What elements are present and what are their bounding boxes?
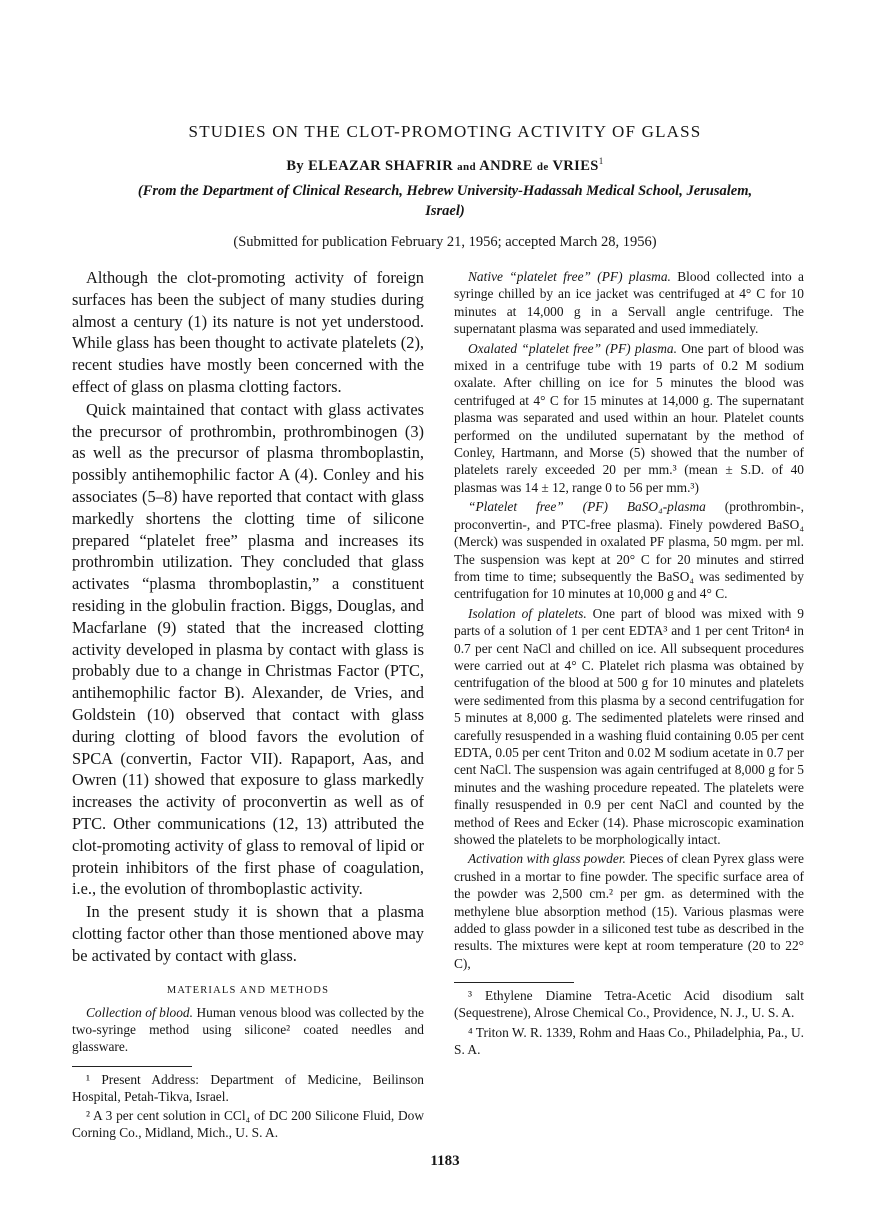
paragraph-body: Blood collected into a syringe chilled by an ice jacket was centrifuged at 4° C for 10 minutes at 14,000 g in a Servall angle centrifuge. The supernatant plasma was separated and used immediately.: [454, 269, 804, 337]
author-byline: [0, 156, 890, 175]
intro-paragraph: Although the clot-promoting activity of foreign surfaces has been the subject of many studies during almost a century (1) its nature is not yet understood. While glass has been thought to activate platelets (2), recent studies have mostly been concerned with the effect of glass on plasma clotting factors.: [72, 268, 424, 396]
method-paragraph-collection: [72, 1004, 424, 1056]
method-paragraph-isolation: [454, 605, 804, 849]
method-paragraph-baso4-pf: [454, 498, 804, 602]
author-shafrir: ELEAZAR SHAFRIR: [308, 157, 454, 174]
paragraph-lead: Activation with glass powder.: [468, 851, 626, 867]
introduction: [72, 267, 424, 967]
footnotes-right: [454, 987, 804, 1058]
materials-left: [72, 1004, 424, 1056]
byline-by: By: [286, 157, 305, 174]
author-particle-de: de: [536, 160, 549, 173]
materials-right: [454, 268, 804, 972]
author-family-vries: VRIES: [552, 157, 599, 174]
author-footnote-mark: 1: [598, 156, 604, 166]
left-column: [72, 267, 424, 1142]
footnote-divider: [454, 982, 574, 983]
footnote: ³ Ethylene Diamine Tetra-Acetic Acid disodium salt (Sequestrene), Alrose Chemical Co., Providence, N. J., U. S. A.: [454, 988, 804, 1021]
paragraph-lead: “Platelet free” (PF) BaSO₄-plasma: [468, 499, 706, 515]
method-paragraph-native-pf: [454, 268, 804, 338]
footnote: ⁴ Triton W. R. 1339, Rohm and Haas Co., Philadelphia, Pa., U. S. A.: [454, 1024, 804, 1057]
method-paragraph-oxalated-pf: [454, 340, 804, 497]
intro-paragraph: In the present study it is shown that a plasma clotting factor other than those mentioned above may be activated by contact with glass.: [72, 902, 424, 965]
affiliation: (From the Department of Clinical Research, Hebrew University-Hadassah Medical School, Jerusalem, Israel): [137, 183, 753, 219]
method-paragraph-activation: [454, 850, 804, 972]
paragraph-lead: Oxalated “platelet free” (PF) plasma.: [468, 340, 677, 356]
footnote: ² A 3 per cent solution in CCl₄ of DC 200 Silicone Fluid, Dow Corning Co., Midland, Mich., U. S. A.: [72, 1108, 424, 1141]
byline-and: and: [457, 160, 477, 173]
intro-paragraph: Quick maintained that contact with glass activates the precursor of prothrombin, prothrombinogen (3) as well as the precursor of plasma thromboplastin, possibly antihemophilic factor A (4). Conley and his associates (5–8) have reported that contact with glass markedly shortens the clotting time of silicone prepared “platelet free” plasma and increases its prothrombin utilization. They concluded that glass activates “plasma thromboplastin,” a constituent residing in the globulin fraction. Biggs, Douglas, and Macfarlane (9) stated that the increased clotting activity developed in plasma by contact with glass is probably due to a change in Christmas Factor (PTC, antihemophilic factor B). Alexander, de Vries, and Goldstein (10) observed that contact with glass during clotting of blood favors the evolution of SPCA (convertin, Factor VII). Rapaport, Aas, and Owren (11) showed that exposure to glass markedly increases the activity of proconvertin as well as of PTC. Other communications (12, 13) attributed the clot-promoting activity of glass to removal of lipid or protein inhibitors of the first phase of coagulation, i.e., the evolution of thromboplastic activity.: [72, 399, 424, 899]
footnote-divider: [72, 1066, 192, 1067]
paragraph-body: Pieces of clean Pyrex glass were crushed in a mortar to fine powder. The specific surface area of the powder was 2,500 cm.² per gm. as determined with the methylene blue absorption method (15). Various plasmas were added to glass powder in a siliconed test tube as described in the results. The mixtures were kept at room temperature (20 to 22° C),: [454, 851, 805, 971]
right-column: [454, 268, 804, 1058]
footnote: ¹ Present Address: Department of Medicine, Beilinson Hospital, Petah-Tikva, Israel.: [72, 1071, 424, 1104]
paragraph-lead: Isolation of platelets.: [468, 605, 587, 621]
paragraph-lead: Collection of blood.: [86, 1004, 193, 1020]
paragraph-body: One part of blood was mixed with 9 parts of a solution of 1 per cent EDTA³ and 1 per cent Triton⁴ in 0.7 per cent NaCl and chilled on ice. All subsequent procedures were carried out at 4° C. Platelet rich plasma was obtained by centrifugation of the blood at 500 g for 10 minutes and platelets were sedimented from this plasma by a second centrifugation for 5 minutes at 8,000 g. The sedimented platelets were rinsed and carefully resuspended in a washing fluid containing 0.05 per cent EDTA, 0.05 per cent Triton and 0.02 M sodium acetate in 0.7 per cent NaCl. The suspension was again centrifuged at 8,000 g for 5 minutes and the washing procedure repeated. The platelets were finally resuspended in 0.9 per cent NaCl and counted by the method of Rees and Ecker (14). Phase microscopic examination showed the platelets to be morphologically intact.: [454, 605, 804, 847]
section-heading-materials-methods: MATERIALS AND METHODS: [166, 984, 330, 996]
paragraph-lead: Native “platelet free” (PF) plasma.: [468, 269, 671, 284]
paragraph-body: (prothrombin-, proconvertin-, and PTC-free plasma). Finely powdered BaSO₄ (Merck) was suspended in oxalated PF plasma, 50 mgm. per ml. The suspension was kept at 20° C for 20 minutes and stirred from time to time; subsequently the BaSO₄ was sedimented by centrifugation for 10 minutes at 10,000 g and 4° C.: [454, 499, 804, 602]
paragraph-body: One part of blood was mixed in a centrifuge tube with 19 parts of 0.2 M sodium oxalate. After chilling on ice for 5 minutes the blood was centrifuged at 4° C for 15 minutes at 14,000 g. The supernatant plasma was separated and used within an hour. Platelet counts performed on the undiluted supernatant by the method of Conley, Hartmann, and Morse (5) showed that the number of platelets rarely exceeded 20 per mm.³ (mean ± S.D. of 40 plasmas was 14 ± 12, range 0 to 56 per mm.³): [454, 340, 804, 495]
paragraph-body: Human venous blood was collected by the two-syringe method using silicone² coated needles and glassware.: [72, 1004, 424, 1055]
submission-dates: (Submitted for publication February 21, 1956; accepted March 28, 1956): [233, 234, 657, 250]
author-given-andre: ANDRE: [479, 157, 533, 174]
page-number: 1183: [430, 1153, 460, 1169]
footnotes-left: [72, 1071, 424, 1142]
article-title: STUDIES ON THE CLOT-PROMOTING ACTIVITY OF GLASS: [188, 122, 702, 141]
